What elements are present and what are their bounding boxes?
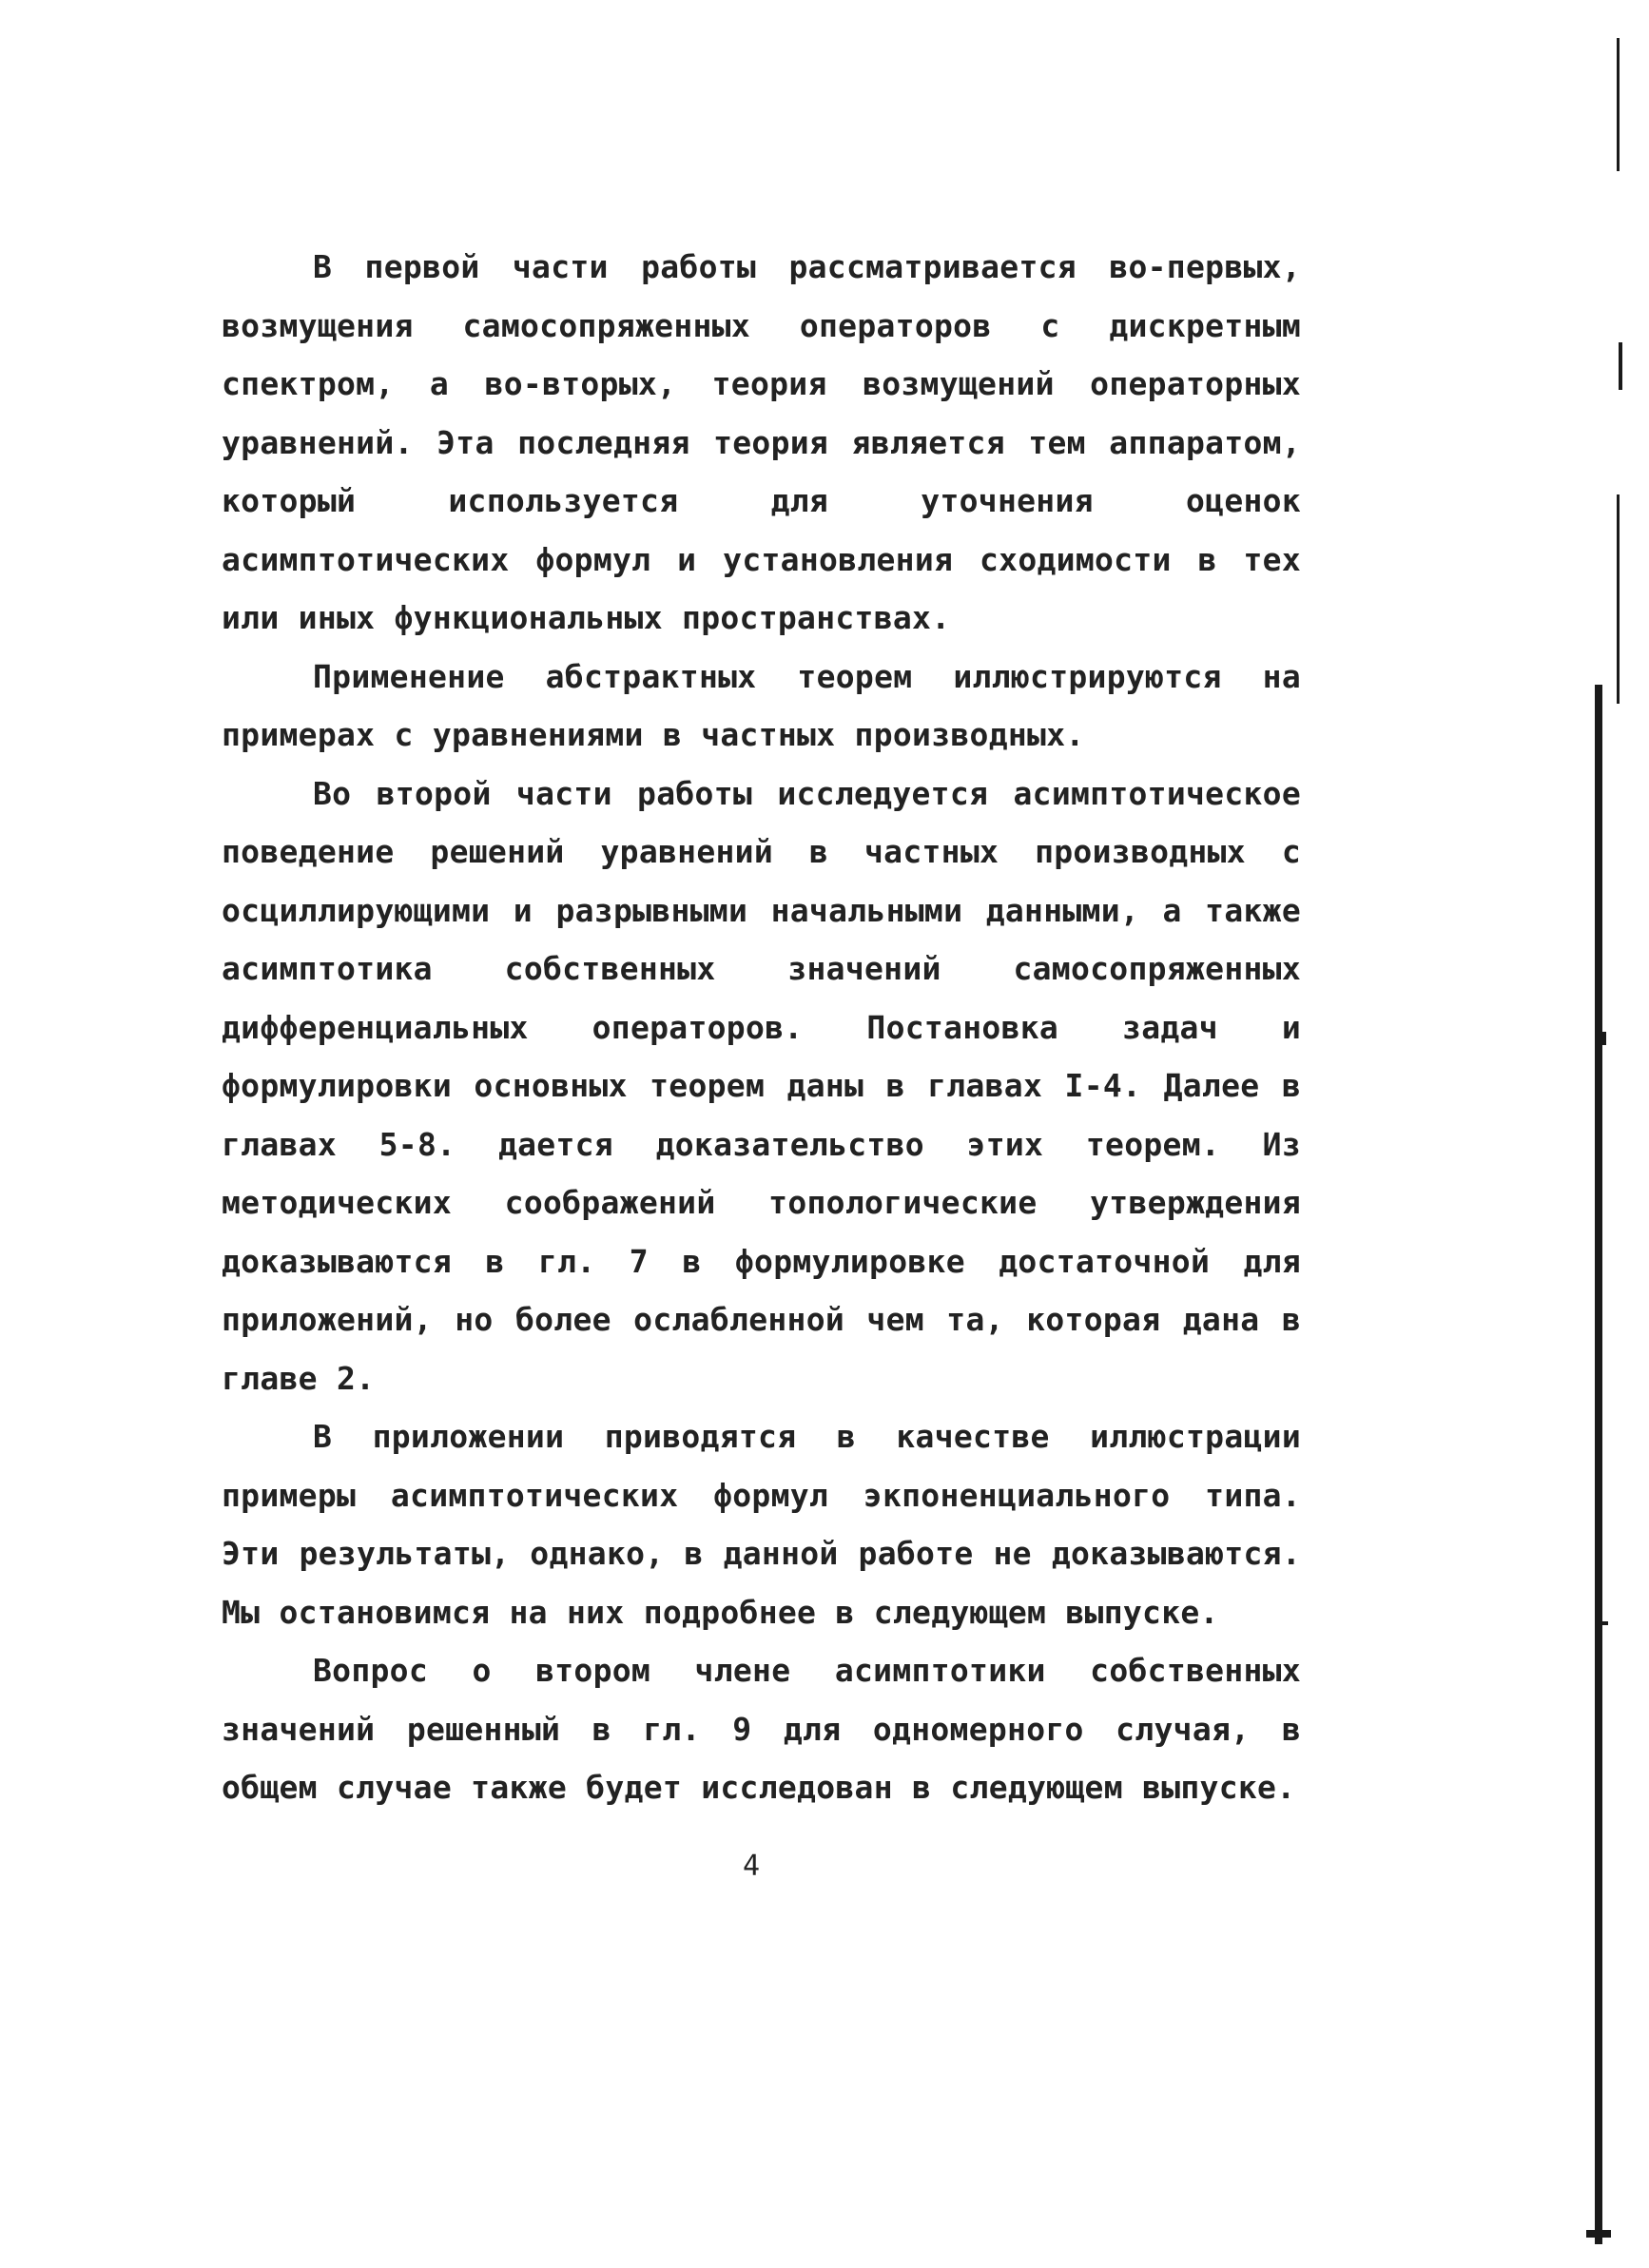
body-text (222, 238, 1301, 1817)
scan-edge-line-thick (1595, 685, 1602, 2244)
scan-edge-line-top (1617, 38, 1620, 171)
page-number: 4 (743, 1850, 761, 1883)
scan-edge-line-mid (1617, 494, 1620, 704)
scan-edge-mark-3 (1600, 1621, 1608, 1625)
paragraph-4: В приложении приводятся в качестве иллюстрации примеры асимптотических формул экпоненциального типа. Эти результаты, однако, в данной работе не доказываются. Мы остановимся на них подробнее в следующем выпуске. (222, 1418, 1301, 1631)
scan-edge-foot (1586, 2230, 1611, 2238)
paragraph-3: Во второй части работы исследуется асимптотическое поведение решений уравнений в частных производных с осциллирующими и разрывными начальными данными, а также асимптотика собственных значений самосопряженных дифференциальных операторов. Постановка задач и формулировки основных теорем даны в главах I-4. Далее в главах 5-8. дается доказательство этих теорем. Из методических соображений топологические утверждения доказываются в гл. 7 в формулировке достаточной для приложений, но более ослабленной чем та, которая дана в главе 2. (222, 774, 1301, 1397)
scan-edge-mark-1 (1619, 342, 1622, 390)
paragraph-5: Вопрос о втором члене асимптотики собственных значений решенный в гл. 9 для одномерного случая, в общем случае также будет исследован в следующем выпуске. (222, 1652, 1301, 1806)
paragraph-1: В первой части работы рассматривается во-первых, возмущения самосопряженных операторов с дискретным спектром, а во-вторых, теория возмущений операторных уравнений. Эта последняя теория является тем аппаратом, который используется для уточнения оценок асимптотических формул и установления сходимости в тех или иных функциональных пространствах. (222, 248, 1301, 636)
scan-edge-mark-2 (1600, 1032, 1606, 1045)
paragraph-2: Применение абстрактных теорем иллюстрируются на примерах с уравнениями в частных производных. (222, 657, 1301, 753)
